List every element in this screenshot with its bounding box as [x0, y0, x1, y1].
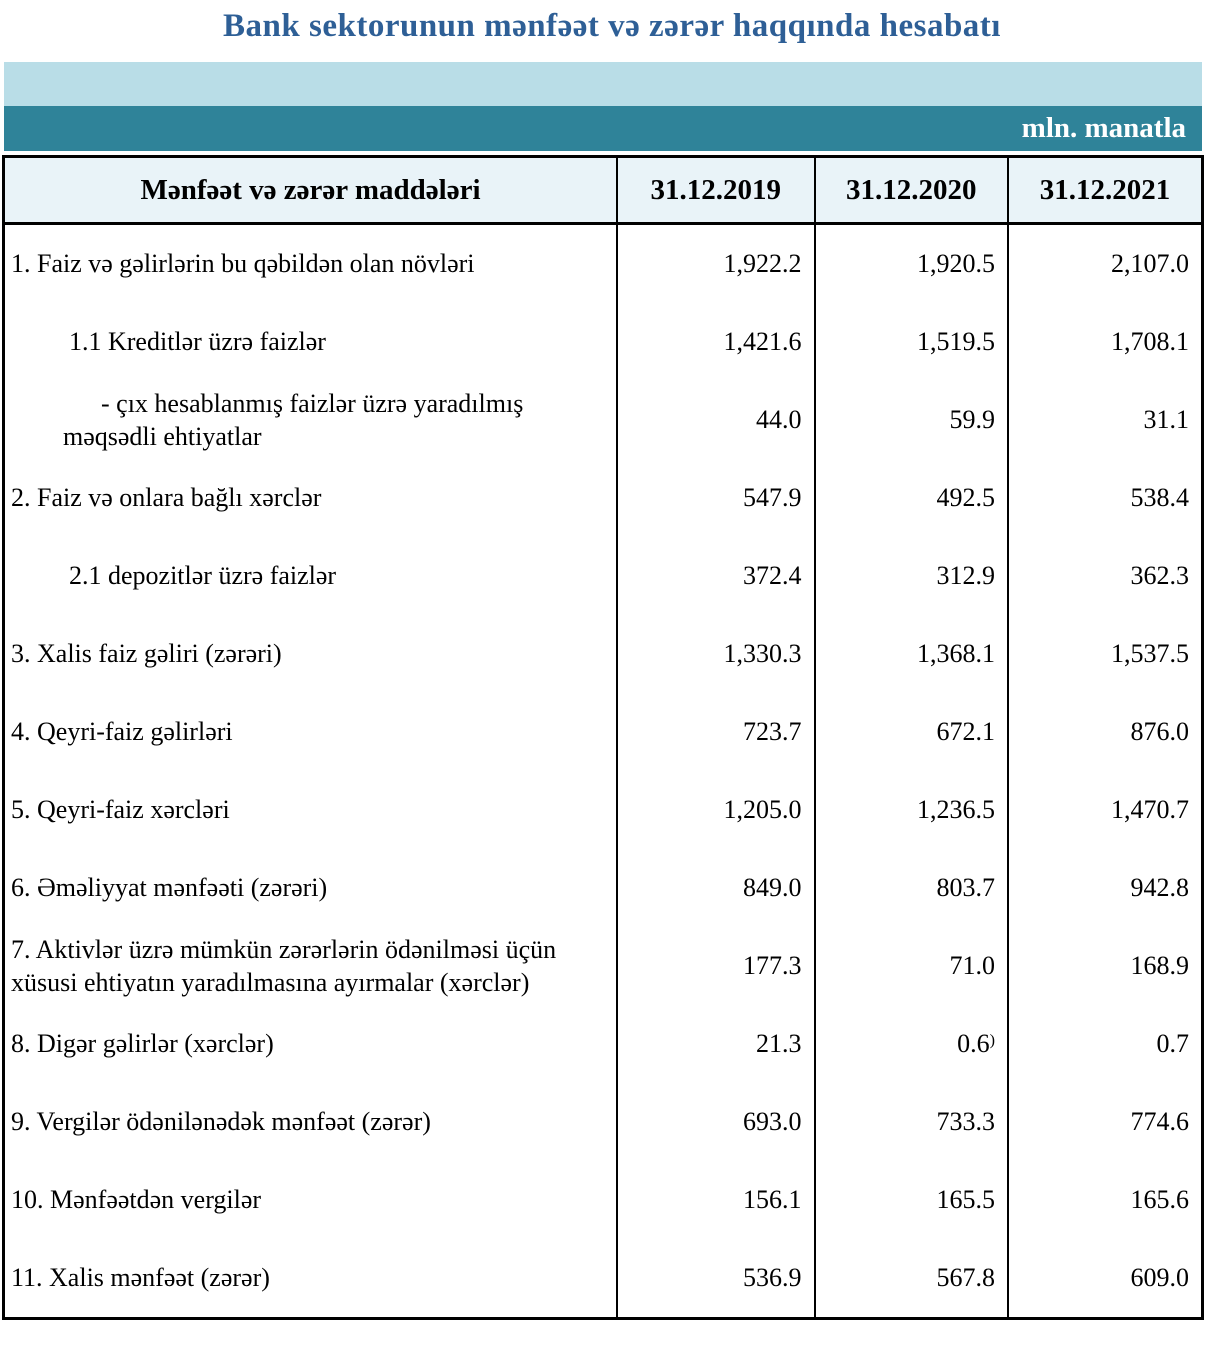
value-cell	[1008, 537, 1203, 615]
value-text: 723.7	[743, 717, 802, 747]
table-row	[4, 303, 1203, 381]
value-cell	[617, 849, 814, 927]
table-row	[4, 459, 1203, 537]
value-cell	[815, 927, 1008, 1005]
value-text: 774.6	[1130, 1107, 1189, 1137]
value-text: 803.7	[936, 873, 995, 903]
column-header-2020: 31.12.2020	[815, 157, 1008, 224]
value-cell	[617, 693, 814, 771]
table-row	[4, 537, 1203, 615]
row-label: - çıx hesablanmış faizlər üzrə yaradılmış məqsədli ehtiyatlar	[63, 388, 524, 451]
value-cell	[617, 303, 814, 381]
value-text: 21.3	[756, 1029, 802, 1059]
value-text: 1,922.2	[723, 249, 802, 279]
value-cell	[617, 537, 814, 615]
pl-table	[2, 155, 1204, 1320]
table-row	[4, 381, 1203, 459]
value-cell	[1008, 1239, 1203, 1319]
value-text: 177.3	[743, 951, 802, 981]
value-cell	[617, 1083, 814, 1161]
decorative-band-light	[4, 62, 1202, 106]
value-text: 876.0	[1130, 717, 1189, 747]
value-text: 538.4	[1130, 483, 1189, 513]
table-header	[4, 157, 1203, 224]
value-cell	[1008, 1005, 1203, 1083]
row-label: 10. Mənfəətdən vergilər	[11, 1185, 262, 1215]
footnote-mark: )	[989, 1032, 995, 1050]
value-cell	[1008, 849, 1203, 927]
row-label: 11. Xalis mənfəət (zərər)	[11, 1263, 270, 1293]
value-cell	[1008, 1161, 1203, 1239]
value-cell	[617, 615, 814, 693]
value-cell	[617, 771, 814, 849]
value-cell	[815, 1083, 1008, 1161]
row-label: 1. Faiz və gəlirlərin bu qəbildən olan növləri	[11, 249, 475, 279]
value-text: 1,205.0	[723, 795, 802, 825]
value-cell	[617, 224, 814, 304]
value-text: 312.9	[936, 561, 995, 591]
value-text: 536.9	[743, 1263, 802, 1293]
value-cell	[1008, 381, 1203, 459]
column-header-2019: 31.12.2019	[617, 157, 814, 224]
value-cell	[617, 1161, 814, 1239]
value-cell	[1008, 1083, 1203, 1161]
value-cell	[815, 1161, 1008, 1239]
row-label: 6. Əməliyyat mənfəəti (zərəri)	[11, 873, 328, 903]
value-cell	[815, 381, 1008, 459]
column-header-2021: 31.12.2021	[1008, 157, 1203, 224]
value-text: 1,537.5	[1111, 639, 1189, 669]
decorative-band-teal	[4, 106, 1202, 151]
row-label: 2.1 depozitlər üzrə faizlər	[69, 561, 337, 591]
value-cell	[617, 1005, 814, 1083]
value-text: 372.4	[743, 561, 802, 591]
value-text: 567.8	[936, 1263, 995, 1293]
value-cell	[815, 615, 1008, 693]
value-text: 165.5	[936, 1185, 995, 1215]
value-text: 693.0	[743, 1107, 802, 1137]
value-cell	[815, 303, 1008, 381]
value-text: 165.6	[1130, 1185, 1189, 1215]
value-cell	[1008, 224, 1203, 304]
value-text: 0.7	[1156, 1029, 1189, 1059]
value-text: 492.5	[936, 483, 995, 513]
value-text: 59.9	[949, 405, 995, 435]
row-label: 4. Qeyri-faiz gəlirləri	[11, 717, 233, 747]
row-label: 2. Faiz və onlara bağlı xərclər	[11, 483, 322, 513]
value-cell	[815, 1239, 1008, 1319]
value-text: 156.1	[743, 1185, 802, 1215]
value-text: 547.9	[743, 483, 802, 513]
value-cell	[617, 459, 814, 537]
table-row	[4, 849, 1203, 927]
header-row	[4, 157, 1203, 224]
table-body	[4, 224, 1203, 1319]
value-cell	[1008, 927, 1203, 1005]
value-cell	[815, 224, 1008, 304]
value-text: 168.9	[1130, 951, 1189, 981]
value-text: 849.0	[743, 873, 802, 903]
column-header-items: Mənfəət və zərər maddələri	[4, 157, 618, 224]
table-row	[4, 1239, 1203, 1319]
value-text: 1,236.5	[916, 795, 995, 825]
value-cell	[617, 1239, 814, 1319]
value-text: 2,107.0	[1111, 249, 1189, 279]
table-row	[4, 615, 1203, 693]
table-row	[4, 1005, 1203, 1083]
value-cell	[1008, 303, 1203, 381]
row-label: 1.1 Kreditlər üzrə faizlər	[69, 327, 326, 357]
value-text: 71.0	[949, 951, 995, 981]
value-cell	[617, 927, 814, 1005]
value-text: 1,421.6	[723, 327, 802, 357]
row-label: 7. Aktivlər üzrə mümkün zərərlərin ödənilməsi üçün xüsusi ehtiyatın yaradılmasına ayırmalar (xərclər)	[11, 934, 557, 997]
row-label: 5. Qeyri-faiz xərcləri	[11, 795, 230, 825]
table-row	[4, 1161, 1203, 1239]
value-cell	[815, 459, 1008, 537]
value-cell	[1008, 693, 1203, 771]
value-text: 1,470.7	[1111, 795, 1189, 825]
value-text: 1,708.1	[1111, 327, 1189, 357]
table-row	[4, 693, 1203, 771]
value-cell	[1008, 771, 1203, 849]
value-cell	[815, 1005, 1008, 1083]
value-cell	[815, 693, 1008, 771]
value-cell	[1008, 615, 1203, 693]
value-cell	[815, 771, 1008, 849]
page-title: Bank sektorunun mənfəət və zərər haqqında hesabatı	[223, 8, 1001, 44]
value-text: 609.0	[1130, 1263, 1189, 1293]
table-row	[4, 224, 1203, 304]
unit-label: mln. manatla	[1021, 112, 1186, 144]
value-cell	[617, 381, 814, 459]
value-text: 1,920.5	[916, 249, 995, 279]
value-text: 1,519.5	[916, 327, 995, 357]
value-text: 44.0	[756, 405, 802, 435]
table-row	[4, 1083, 1203, 1161]
value-text: 1,330.3	[723, 639, 802, 669]
value-text: 31.1	[1143, 405, 1189, 435]
value-cell	[1008, 459, 1203, 537]
value-text: 0.6	[957, 1029, 990, 1059]
value-text: 733.3	[936, 1107, 995, 1137]
row-label: 9. Vergilər ödənilənədək mənfəət (zərər)	[11, 1107, 431, 1137]
value-cell	[815, 849, 1008, 927]
value-text: 362.3	[1130, 561, 1189, 591]
value-text: 672.1	[936, 717, 995, 747]
row-label: 8. Digər gəlirlər (xərclər)	[11, 1029, 274, 1059]
table-row	[4, 927, 1203, 1005]
table-row	[4, 771, 1203, 849]
row-label: 3. Xalis faiz gəliri (zərəri)	[11, 639, 282, 669]
value-cell	[815, 537, 1008, 615]
value-text: 942.8	[1130, 873, 1189, 903]
value-text: 1,368.1	[916, 639, 995, 669]
